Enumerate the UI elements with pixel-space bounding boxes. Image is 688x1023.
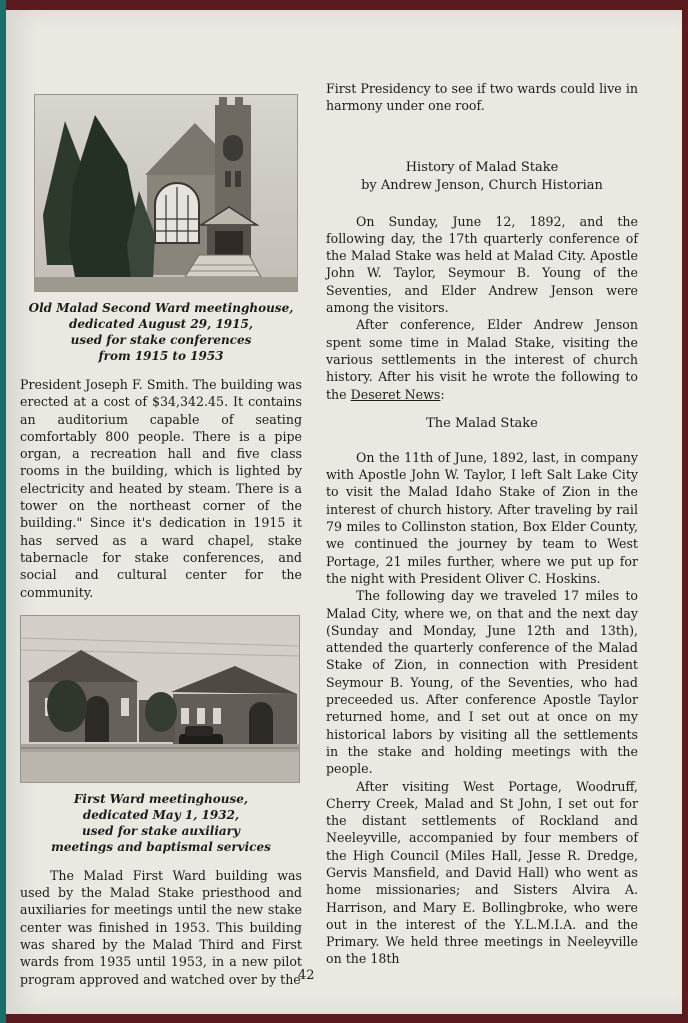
caption-line: from 1915 to 1953	[98, 349, 224, 363]
photo-second-ward-meetinghouse	[34, 94, 298, 292]
caption-line: meetings and baptismal services	[51, 839, 271, 854]
photo-first-ward-meetinghouse	[20, 615, 300, 783]
article-heading: History of Malad Stake	[405, 159, 559, 175]
section-subheading: The Malad Stake	[426, 415, 538, 431]
body-paragraph: After visiting West Portage, Woodruff, Cherry Creek, Malad and St John, I set out for the distant settlements of Rockland and Neeleyville, accompanied by four members of the High Council (Miles Hall, Jesse R. Dredge, Gervis Mansfield, and David Hall) who went as home missionaries; and Sisters Alvira A. Harrison, and Mary E. Bollingbroke, who were out in the interest of the Y.L.M.I.A. and the Primary. We held three meetings in Neeleyville on the 18th	[326, 778, 638, 967]
paragraph-text: :	[440, 386, 445, 402]
photo1-caption	[20, 300, 302, 364]
paragraph-text: After conference, Elder Andrew Jenson spent some time in Malad Stake, visiting the various settlements in the interest of church history. After his visit he wrote the following to the	[326, 317, 638, 402]
left-column	[20, 94, 302, 988]
article-byline: by Andrew Jenson, Church Historian	[361, 177, 603, 193]
continued-text: First Presidency to see if two wards could live in harmony under one roof.	[326, 81, 638, 114]
caption-line: dedicated August 29, 1915,	[68, 317, 254, 331]
body-paragraph: The following day we traveled 17 miles to Malad City, where we, on that and the next day (Sunday and Monday, June 12th and 13th), attended the quarterly conference of the Malad Stake of Zion, in connection with President Seymour B. Young, of the Seventies, who had preceeded us. After conference Apostle Taylor returned home, and I set out at once on my historical labors by visiting all the settlements in the stake and holding meetings with the people.	[326, 588, 638, 777]
body-paragraph: The Malad First Ward building was used by the Malad Stake priesthood and auxiliaries for meetings until the new stake center was finished in 1953. This building was shared by the Malad Third and First wards from 1935 until 1953, in a new pilot program approved and watched over by the	[20, 867, 302, 987]
first-ward-church-photo	[21, 616, 299, 782]
caption-line: dedicated May 1, 1932,	[82, 807, 240, 822]
second-ward-church-photo	[35, 95, 297, 291]
body-paragraph: On the 11th of June, 1892, last, in company with Apostle John W. Taylor, I left Salt Lake City to visit the Malad Idaho Stake of Zion in the interest of church history. After traveling by rail 79 miles to Collinston station, Box Elder County, we continued the journey by team to West Portage, 21 miles further, where we put up for the night with President Oliver C. Hoskins.	[326, 449, 638, 586]
caption-line: First Ward meetinghouse,	[73, 791, 249, 806]
body-paragraph: President Joseph F. Smith. The building was erected at a cost of $34,342.45. It contains an auditorium capable of seating comfortably 800 people. There is a pipe organ, a recreation hall and five class rooms in the building, which is lighted by electricity and heated by steam. There is a tower on the northeast corner of the building." Since it's dedication in 1915 it has served as a ward chapel, stake tabernacle for stake conferences, and social and cultural center for the community.	[20, 377, 302, 600]
caption-line: used for stake auxiliary	[82, 823, 240, 838]
photo2-caption	[20, 791, 302, 855]
right-column	[326, 80, 638, 968]
caption-line: Old Malad Second Ward meetinghouse,	[28, 301, 294, 315]
body-paragraph	[326, 316, 638, 402]
caption-line: used for stake conferences	[70, 333, 252, 347]
book-page	[6, 10, 682, 1014]
page-number: 42	[298, 968, 315, 983]
deseret-news-title: Deseret News	[350, 386, 441, 402]
body-paragraph: On Sunday, June 12, 1892, and the following day, the 17th quarterly conference of the Malad Stake was held at Malad City. Apostle John W. Taylor, Seymour B. Young of the Seventies, and Elder Andrew Jenson were among the visitors.	[326, 213, 638, 316]
